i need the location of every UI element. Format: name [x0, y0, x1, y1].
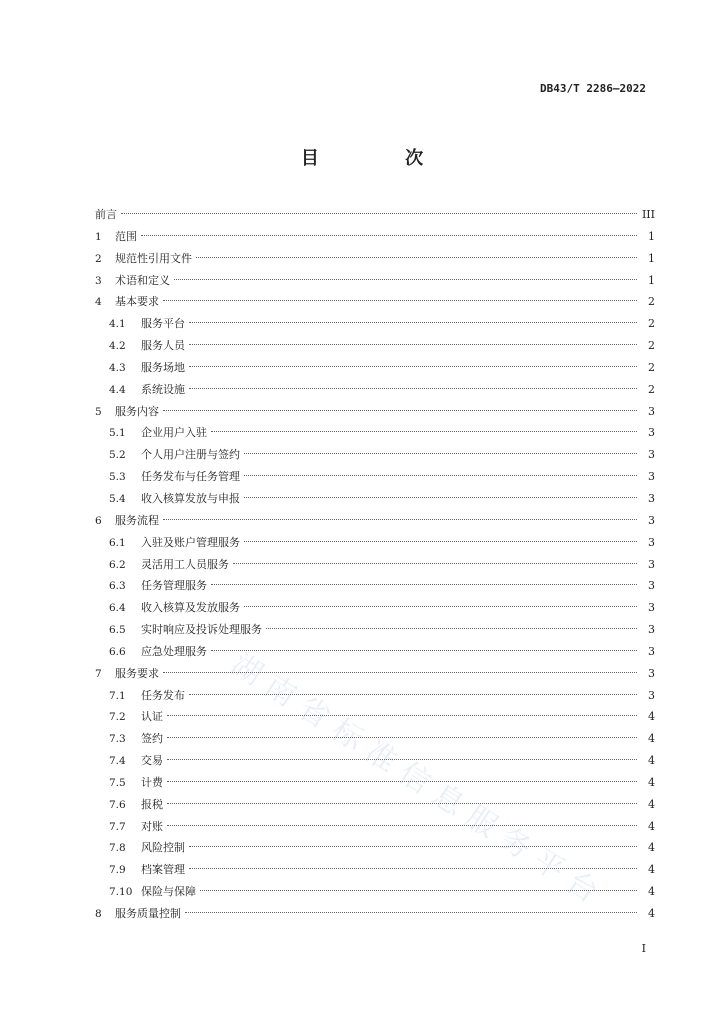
toc-entry-page: 3: [648, 448, 655, 462]
toc-dot-leader: [189, 366, 637, 367]
toc-entry[interactable]: [95, 444, 655, 466]
toc-entry-number: 7.6: [109, 798, 126, 811]
toc-entry-number: 7: [95, 667, 102, 680]
toc-entry[interactable]: [95, 772, 655, 794]
toc-entry-number: 7.4: [109, 755, 126, 768]
toc-entry-number: 4: [95, 296, 102, 309]
toc-entry-number: 5.1: [109, 427, 126, 440]
toc-entry[interactable]: [95, 488, 655, 510]
toc-entry-label: 范围: [115, 229, 137, 243]
toc-dot-leader: [189, 388, 637, 389]
toc-entry-page: 4: [648, 732, 655, 746]
toc-entry-label: 企业用户入驻: [141, 426, 207, 440]
toc-entry[interactable]: [95, 291, 655, 313]
toc-entry[interactable]: [95, 248, 655, 270]
standard-code: DB43/T 2286—2022: [540, 82, 646, 95]
toc-dot-leader: [167, 759, 637, 760]
toc-entry[interactable]: [95, 685, 655, 707]
toc-entry-page: 4: [648, 907, 655, 920]
toc-dot-leader: [185, 912, 637, 913]
toc-dot-leader: [189, 868, 637, 869]
toc-entry-page: 3: [648, 579, 655, 593]
toc-entry-page: 3: [648, 513, 655, 527]
toc-entry-page: 1: [648, 229, 655, 243]
toc-entry[interactable]: [95, 663, 655, 685]
toc-dot-leader: [244, 475, 637, 476]
toc-entry-page: 3: [648, 644, 655, 658]
toc-entry-page: 4: [648, 885, 655, 899]
toc-entry[interactable]: [95, 859, 655, 881]
toc-entry-page: III: [641, 208, 655, 221]
toc-entry-number: 4.4: [109, 383, 126, 396]
toc-entry-number: 6: [95, 514, 102, 527]
toc-entry-page: 2: [648, 360, 655, 374]
footer-page-number: I: [641, 942, 646, 955]
toc-entry-number: 5: [95, 405, 102, 418]
toc-entry-page: 3: [648, 557, 655, 571]
toc-entry-label: 认证: [141, 710, 163, 724]
toc-entry-label: 任务发布: [141, 688, 185, 702]
toc-entry[interactable]: [95, 313, 655, 335]
toc-entry-label: 灵活用工人员服务: [141, 557, 229, 571]
toc-entry[interactable]: [95, 728, 655, 750]
toc-entry[interactable]: [95, 466, 655, 488]
toc-entry-label: 服务要求: [115, 666, 159, 680]
toc-entry[interactable]: [95, 597, 655, 619]
toc-entry-number: 7.5: [109, 776, 126, 789]
toc-entry-page: 1: [648, 273, 655, 287]
toc-dot-leader: [189, 694, 637, 695]
table-of-contents: [95, 204, 655, 925]
toc-entry-page: 2: [648, 382, 655, 396]
toc-entry-label: 应急处理服务: [141, 644, 207, 658]
toc-dot-leader: [189, 846, 637, 847]
toc-entry-number: 5.3: [109, 471, 126, 484]
toc-entry[interactable]: [95, 641, 655, 663]
toc-entry[interactable]: [95, 575, 655, 597]
toc-entry-label: 保险与保障: [141, 885, 196, 899]
toc-entry-number: 6.2: [109, 558, 126, 571]
toc-entry-number: 3: [95, 274, 102, 287]
toc-dot-leader: [211, 584, 637, 585]
toc-entry-page: 4: [648, 863, 655, 877]
toc-dot-leader: [233, 563, 637, 564]
toc-dot-leader: [167, 825, 637, 826]
toc-entry-page: 3: [648, 491, 655, 505]
toc-dot-leader: [189, 344, 637, 345]
toc-entry-number: 7.10: [109, 886, 133, 899]
toc-dot-leader: [244, 541, 637, 542]
toc-entry[interactable]: [95, 204, 655, 226]
toc-entry-label: 术语和定义: [115, 273, 170, 287]
toc-entry-label: 对账: [141, 819, 163, 833]
toc-dot-leader: [211, 431, 637, 432]
toc-entry-label: 服务流程: [115, 513, 159, 527]
toc-entry-number: 7.2: [109, 711, 126, 724]
toc-entry[interactable]: [95, 422, 655, 444]
toc-entry-page: 4: [648, 819, 655, 833]
toc-entry[interactable]: [95, 357, 655, 379]
toc-entry-number: 6.1: [109, 536, 126, 549]
toc-entry[interactable]: [95, 750, 655, 772]
toc-entry-number: 7.8: [109, 842, 126, 855]
toc-entry-label: 任务发布与任务管理: [141, 470, 240, 484]
toc-entry-label: 服务质量控制: [115, 907, 181, 920]
toc-entry-number: 7.3: [109, 733, 126, 746]
toc-dot-leader: [244, 453, 637, 454]
toc-entry-label: 服务内容: [115, 404, 159, 418]
toc-entry-page: 3: [648, 623, 655, 637]
toc-entry-label: 入驻及账户管理服务: [141, 535, 240, 549]
toc-entry-page: 4: [648, 841, 655, 855]
toc-entry[interactable]: [95, 706, 655, 728]
toc-entry-page: 2: [648, 295, 655, 309]
toc-entry[interactable]: [95, 226, 655, 248]
toc-entry-label: 档案管理: [141, 863, 185, 877]
toc-entry[interactable]: [95, 335, 655, 357]
toc-entry-number: 1: [95, 230, 102, 243]
toc-entry[interactable]: [95, 816, 655, 838]
toc-entry-label: 签约: [141, 732, 163, 746]
toc-entry-label: 收入核算发放与申报: [141, 491, 240, 505]
toc-dot-leader: [244, 497, 637, 498]
toc-entry-number: 6.6: [109, 645, 126, 658]
toc-entry[interactable]: [95, 837, 655, 859]
toc-entry[interactable]: [95, 532, 655, 554]
toc-entry-number: 8: [95, 908, 102, 920]
toc-entry-page: 3: [648, 404, 655, 418]
toc-entry-label: 系统设施: [141, 382, 185, 396]
toc-entry-number: 6.4: [109, 602, 126, 615]
toc-entry-number: 7.7: [109, 820, 126, 833]
toc-entry-page: 3: [648, 535, 655, 549]
toc-entry[interactable]: [95, 379, 655, 401]
toc-dot-leader: [266, 628, 637, 629]
toc-entry[interactable]: [95, 401, 655, 423]
toc-dot-leader: [163, 410, 637, 411]
toc-entry-number: 4.3: [109, 361, 126, 374]
toc-entry-number: 7.1: [109, 689, 126, 702]
toc-dot-leader: [167, 737, 637, 738]
toc-entry-number: 5.2: [109, 449, 126, 462]
toc-entry-page: 4: [648, 710, 655, 724]
toc-entry-label: 交易: [141, 754, 163, 768]
toc-entry-page: 3: [648, 426, 655, 440]
toc-entry[interactable]: [95, 270, 655, 292]
toc-dot-leader: [121, 213, 637, 214]
toc-entry[interactable]: [95, 903, 655, 925]
toc-entry-number: 4.2: [109, 340, 126, 353]
toc-entry-page: 3: [648, 601, 655, 615]
watermark: 湖南省标准信息服务平台: [224, 646, 613, 916]
toc-entry-number: 5.4: [109, 492, 126, 505]
toc-entry[interactable]: [95, 554, 655, 576]
toc-entry-label: 计费: [141, 775, 163, 789]
toc-entry-page: 1: [648, 251, 655, 265]
toc-entry-label: 任务管理服务: [141, 579, 207, 593]
toc-entry-number: 7.9: [109, 864, 126, 877]
toc-entry-label: 服务场地: [141, 360, 185, 374]
toc-dot-leader: [163, 300, 637, 301]
toc-dot-leader: [200, 890, 637, 891]
toc-entry-label: 规范性引用文件: [115, 251, 192, 265]
toc-dot-leader: [163, 672, 637, 673]
toc-dot-leader: [141, 235, 637, 236]
toc-entry-page: 3: [648, 470, 655, 484]
toc-entry-label: 基本要求: [115, 295, 159, 309]
toc-entry-label: 服务人员: [141, 339, 185, 353]
toc-entry[interactable]: [95, 794, 655, 816]
toc-entry-number: 4.1: [109, 318, 126, 331]
toc-entry[interactable]: [95, 510, 655, 532]
toc-dot-leader: [244, 606, 637, 607]
toc-entry-page: 2: [648, 339, 655, 353]
toc-entry-label: 服务平台: [141, 317, 185, 331]
toc-dot-leader: [167, 781, 637, 782]
page-title: 目 次: [300, 148, 464, 169]
toc-entry-page: 4: [648, 754, 655, 768]
toc-entry[interactable]: [95, 619, 655, 641]
toc-entry-page: 4: [648, 775, 655, 789]
toc-entry-label: 前言: [95, 208, 117, 221]
toc-dot-leader: [189, 322, 637, 323]
toc-dot-leader: [163, 519, 637, 520]
toc-entry-label: 报税: [141, 797, 163, 811]
toc-entry-page: 3: [648, 666, 655, 680]
toc-dot-leader: [167, 803, 637, 804]
toc-entry-label: 风险控制: [141, 841, 185, 855]
toc-entry-number: 2: [95, 252, 102, 265]
toc-entry-number: 6.3: [109, 580, 126, 593]
toc-dot-leader: [167, 715, 637, 716]
toc-entry-label: 收入核算及发放服务: [141, 601, 240, 615]
toc-entry-page: 4: [648, 797, 655, 811]
toc-dot-leader: [196, 257, 637, 258]
toc-entry[interactable]: [95, 881, 655, 903]
toc-entry-label: 个人用户注册与签约: [141, 448, 240, 462]
toc-entry-page: 3: [648, 688, 655, 702]
toc-dot-leader: [174, 279, 637, 280]
toc-entry-page: 2: [648, 317, 655, 331]
toc-entry-label: 实时响应及投诉处理服务: [141, 623, 262, 637]
toc-dot-leader: [211, 650, 637, 651]
toc-entry-number: 6.5: [109, 624, 126, 637]
